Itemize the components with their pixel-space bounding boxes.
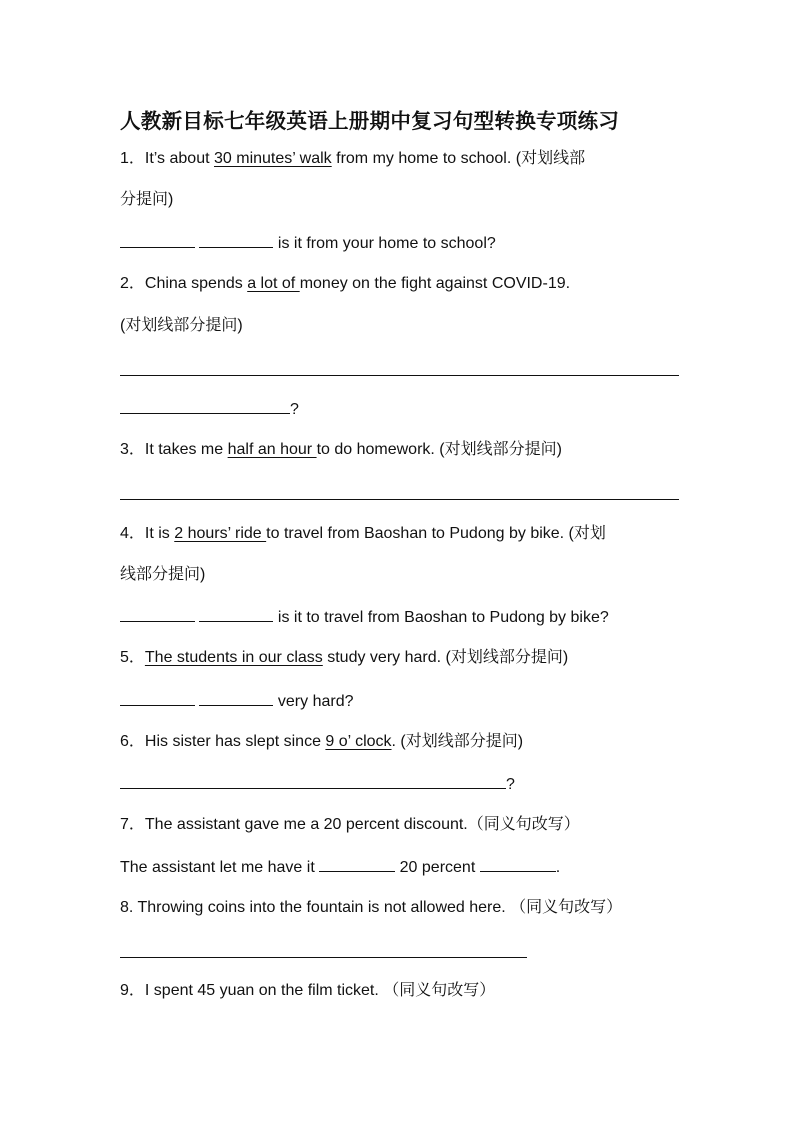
question-2 bbox=[120, 273, 570, 295]
answer-blank[interactable] bbox=[120, 689, 195, 706]
answer-blank[interactable] bbox=[199, 689, 273, 706]
question-1-rest: from my home to school. (对划线部 bbox=[331, 150, 586, 167]
question-1-continued: 分提问) bbox=[120, 191, 174, 208]
question-9: 9．I spent 45 yuan on the film ticket. （同义句改写） bbox=[120, 982, 496, 999]
answer-blank[interactable] bbox=[120, 397, 290, 414]
answer-blank[interactable] bbox=[199, 605, 273, 622]
answer-1-tail: is it from your home to school? bbox=[273, 235, 496, 252]
answer-4-tail: is it to travel from Baoshan to Pudong by bike? bbox=[273, 609, 609, 626]
answer-7-part-a: The assistant let me have it bbox=[120, 859, 320, 876]
answer-2-tail: ? bbox=[290, 401, 299, 418]
answer-blank[interactable] bbox=[480, 855, 556, 872]
answer-7 bbox=[120, 855, 560, 879]
answer-blank[interactable] bbox=[319, 855, 395, 872]
question-7: 7．The assistant gave me a 20 percent discount.（同义句改写） bbox=[120, 816, 580, 833]
question-8: 8. Throwing coins into the fountain is not allowed here. （同义句改写） bbox=[120, 899, 623, 916]
answer-rule[interactable] bbox=[120, 375, 679, 376]
answer-rule[interactable] bbox=[120, 499, 679, 500]
question-3-rest: to do homework. (对划线部分提问) bbox=[316, 441, 562, 458]
question-1 bbox=[120, 148, 585, 170]
question-5-rest: study very hard. (对划线部分提问) bbox=[322, 649, 569, 666]
answer-rule[interactable] bbox=[120, 957, 527, 958]
question-6-underlined: 9 o’ clock bbox=[325, 733, 392, 750]
question-3-prefix: 3．It takes me bbox=[120, 441, 228, 458]
answer-7-part-b: 20 percent bbox=[395, 859, 480, 876]
question-1-prefix: 1．It’s about bbox=[120, 150, 214, 167]
question-6-prefix: 6．His sister has slept since bbox=[120, 733, 326, 750]
answer-blank[interactable] bbox=[120, 231, 195, 248]
answer-6-tail: ? bbox=[506, 776, 515, 793]
answer-blank[interactable] bbox=[199, 231, 273, 248]
question-4-underlined: 2 hours’ ride bbox=[174, 525, 267, 542]
page-title: 人教新目标七年级英语上册期中复习句型转换专项练习 bbox=[120, 109, 620, 133]
answer-7-part-c: . bbox=[555, 859, 561, 876]
answer-1 bbox=[120, 231, 496, 255]
question-4-continued: 线部分提问) bbox=[120, 566, 206, 583]
answer-4 bbox=[120, 605, 609, 629]
question-5-prefix: 5． bbox=[120, 649, 145, 666]
question-2-rest: money on the fight against COVID-19. bbox=[299, 275, 571, 292]
question-3 bbox=[120, 439, 562, 461]
question-5 bbox=[120, 647, 568, 669]
question-4-rest: to travel from Baoshan to Pudong by bike. (对划 bbox=[266, 525, 606, 542]
question-2-continued: (对划线部分提问) bbox=[120, 317, 243, 334]
question-3-underlined: half an hour bbox=[227, 441, 317, 458]
answer-5 bbox=[120, 689, 354, 713]
question-2-prefix: 2．China spends bbox=[120, 275, 248, 292]
question-2-underlined: a lot of bbox=[247, 275, 300, 292]
answer-5-tail: very hard? bbox=[273, 693, 354, 710]
answer-2 bbox=[120, 397, 299, 421]
answer-6 bbox=[120, 772, 515, 796]
answer-blank[interactable] bbox=[120, 772, 506, 789]
answer-blank[interactable] bbox=[120, 605, 195, 622]
question-6 bbox=[120, 731, 523, 753]
question-4-prefix: 4．It is bbox=[120, 525, 175, 542]
question-6-rest: . (对划线部分提问) bbox=[391, 733, 524, 750]
question-1-underlined: 30 minutes’ walk bbox=[214, 150, 332, 167]
question-4 bbox=[120, 523, 606, 545]
question-5-underlined: The students in our class bbox=[144, 649, 323, 666]
